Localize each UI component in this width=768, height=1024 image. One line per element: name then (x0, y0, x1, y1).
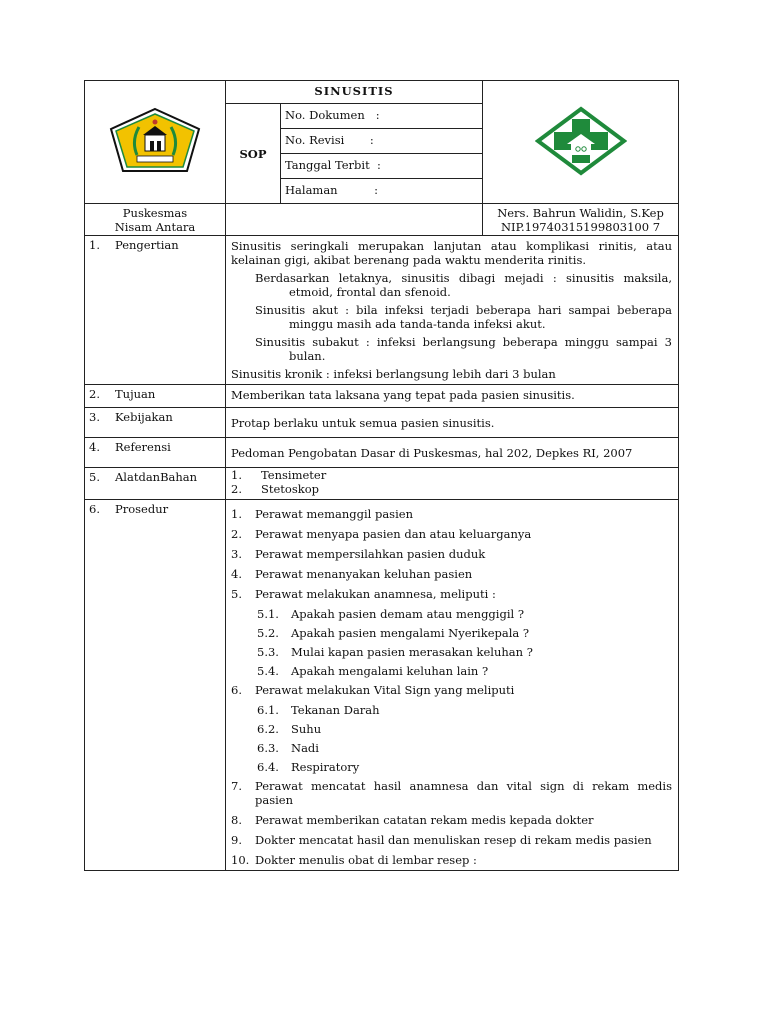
procedure-step: 7. Perawat mencatat hasil anamnesa dan vital sign di rekam medis pasien (231, 779, 672, 807)
pengertian-paragraph: Sinusitis subakut : infeksi berlangsung beberapa minggu sampai 3 bulan. (255, 335, 672, 363)
procedure-step: 6. Perawat melakukan Vital Sign yang meliputi (231, 683, 515, 697)
meta-no-dokumen: No. Dokumen : (281, 104, 483, 129)
list-item: 1. Tensimeter (231, 468, 327, 482)
procedure-step: 5. Perawat melakukan anamnesa, meliputi : (231, 587, 496, 601)
row-label-pengertian: 1. Pengertian (85, 236, 226, 385)
procedure-step: 1. Perawat memanggil pasien (231, 507, 413, 521)
procedure-substep: 6.3. Nadi (257, 741, 319, 755)
procedure-step: 4. Perawat menanyakan keluhan pasien (231, 567, 473, 581)
regional-emblem-logo (107, 105, 203, 177)
organization-cell (85, 204, 226, 236)
procedure-step: 3. Perawat mempersilahkan pasien duduk (231, 547, 486, 561)
procedure-substep: 5.4. Apakah mengalami keluhan lain ? (257, 664, 489, 678)
pengertian-content (226, 236, 679, 385)
procedure-step: 8. Perawat memberikan catatan rekam medis kepada dokter (231, 813, 594, 827)
procedure-step: 10. Dokter menulis obat di lembar resep : (231, 853, 477, 867)
pengertian-paragraph: Sinusitis seringkali merupakan lanjutan atau komplikasi rinitis, atau kelainan gigi, akibat berenang pada waktu menderita rinitis. (231, 239, 672, 267)
row-label-referensi: 4. Referensi (85, 438, 226, 468)
procedure-substep: 5.1. Apakah pasien demam atau menggigil ? (257, 607, 525, 621)
pengertian-paragraph: Sinusitis akut : bila infeksi terjadi beberapa hari sampai beberapa minggu masih ada tanda-tanda infeksi akut. (255, 303, 672, 331)
document-title: SINUSITIS (226, 81, 483, 104)
row-label-alat-dan-bahan: 5. AlatdanBahan (85, 468, 226, 500)
meta-tanggal-terbit: Tanggal Terbit : (281, 154, 483, 179)
meta-halaman: Halaman : (281, 179, 483, 204)
procedure-substep: 5.3. Mulai kapan pasien merasakan keluhan ? (257, 645, 533, 659)
tujuan-content: Memberikan tata laksana yang tepat pada pasien sinusitis. (226, 385, 679, 408)
procedure-substep: 5.2. Apakah pasien mengalami Nyerikepala ? (257, 626, 530, 640)
blank-cell (226, 204, 483, 236)
pengertian-paragraph: Sinusitis kronik : infeksi berlangsung lebih dari 3 bulan (231, 367, 556, 381)
procedure-substep: 6.4. Respiratory (257, 760, 360, 774)
organization-name: Puskesmas (122, 206, 188, 220)
procedure-substep: 6.2. Suhu (257, 722, 322, 736)
signer-nip: NIP.19740315199803100 7 (500, 220, 661, 234)
prosedur-content (226, 500, 679, 871)
pengertian-paragraph: Berdasarkan letaknya, sinusitis dibagi mejadi : sinusitis maksila, etmoid, frontal dan sfenoid. (255, 271, 672, 299)
referensi-content: Pedoman Pengobatan Dasar di Puskesmas, hal 202, Depkes RI, 2007 (226, 438, 679, 468)
alat-dan-bahan-content (226, 468, 679, 500)
procedure-step: 9. Dokter mencatat hasil dan menuliskan resep di rekam medis pasien (231, 833, 652, 847)
procedure-substep: 6.1. Tekanan Darah (257, 703, 380, 717)
kebijakan-content: Protap berlaku untuk semua pasien sinusitis. (226, 408, 679, 438)
list-item: 2. Stetoskop (231, 482, 320, 496)
signer-cell (483, 204, 679, 236)
puskesmas-green-cross-logo (535, 106, 627, 176)
signer-name: Ners. Bahrun Walidin, S.Kep (497, 206, 664, 220)
row-label-kebijakan: 3. Kebijakan (85, 408, 226, 438)
sop-label: SOP (226, 104, 281, 204)
organization-location: Nisam Antara (114, 220, 196, 234)
row-label-tujuan: 2. Tujuan (85, 385, 226, 408)
row-label-prosedur: 6. Prosedur (85, 500, 226, 871)
procedure-step: 2. Perawat menyapa pasien dan atau keluarganya (231, 527, 532, 541)
right-logo-cell (483, 81, 679, 204)
sop-table (84, 80, 679, 871)
left-logo-cell (85, 81, 226, 204)
meta-no-revisi: No. Revisi : (281, 129, 483, 154)
